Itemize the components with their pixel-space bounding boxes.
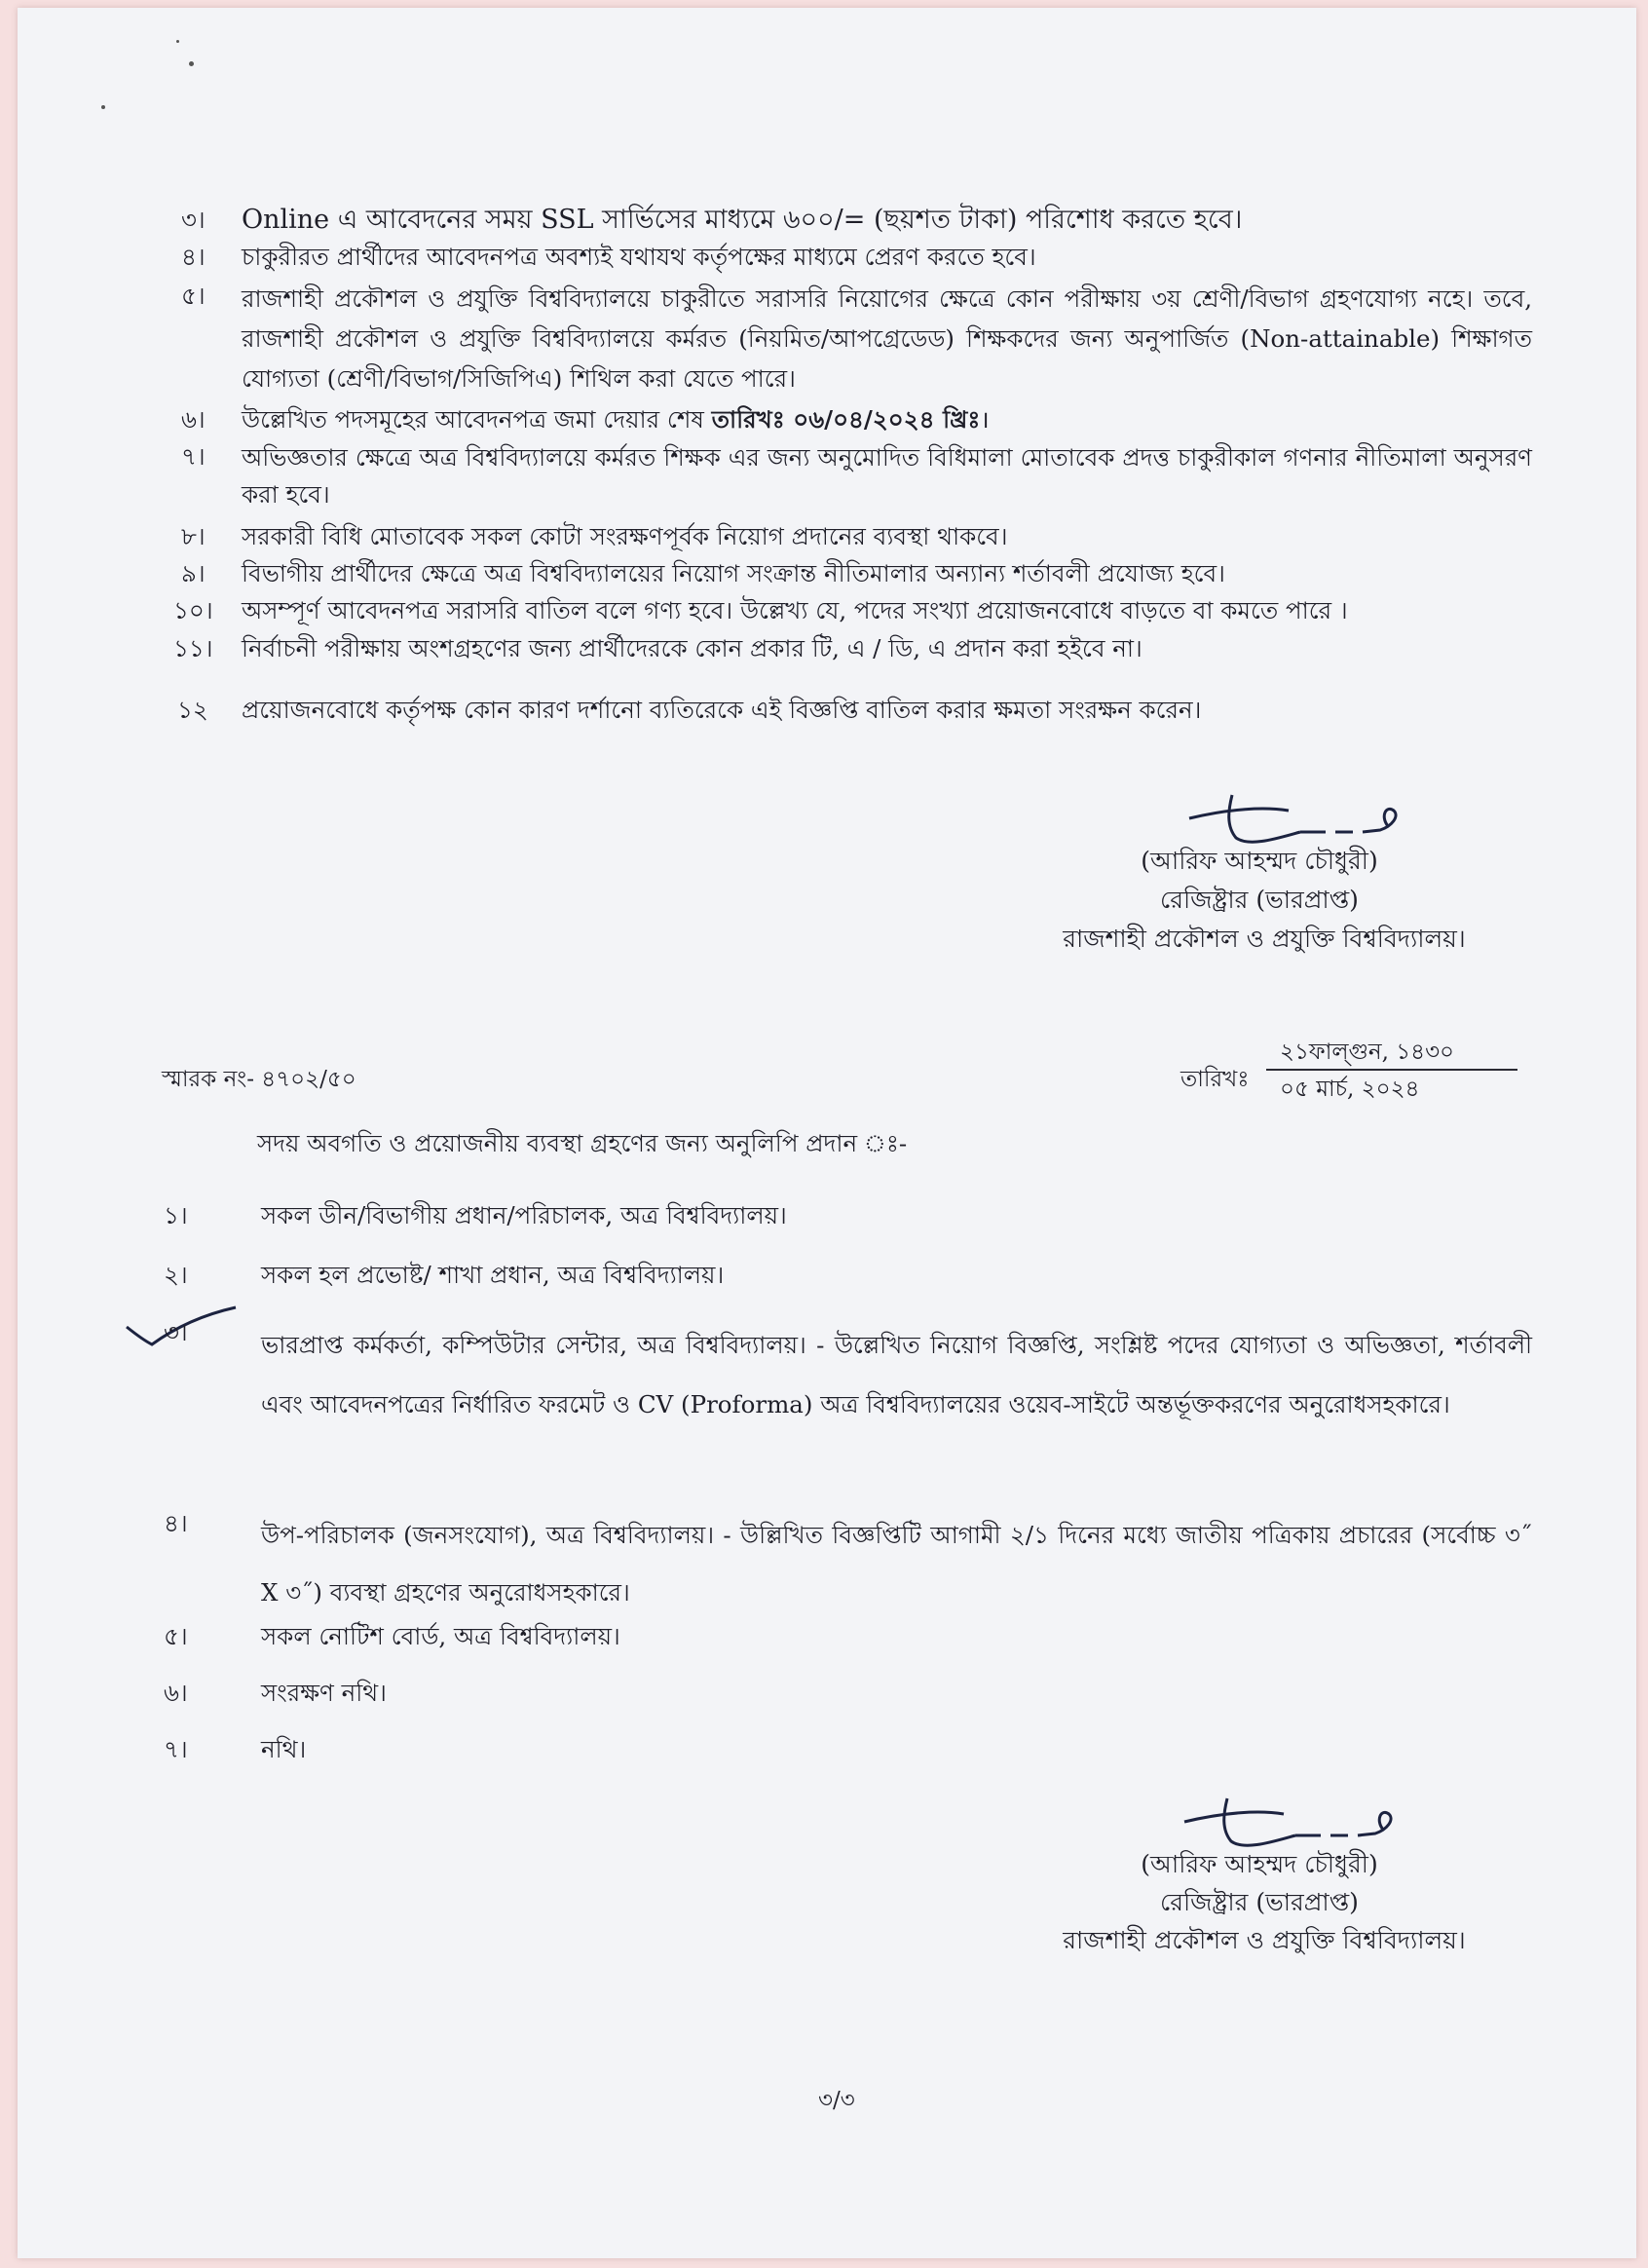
copy-text: সকল ডীন/বিভাগীয় প্রধান/পরিচালক, অত্র বিশ্ববিদ্যালয়। — [261, 1201, 787, 1229]
signature-title: রেজিষ্ট্রার (ভারপ্রাপ্ত) — [1160, 886, 1359, 914]
speck — [101, 105, 105, 109]
condition-number: ৭। — [181, 442, 206, 471]
condition-text: চাকুরীরত প্রার্থীদের আবেদনপত্র অবশ্যই যথাযথ কর্তৃপক্ষের মাধ্যমে প্রেরণ করতে হবে। — [242, 243, 1036, 271]
date-divider — [1266, 1069, 1517, 1071]
memo-reference: স্মারক নং- ৪৭০২/৫০ — [162, 1067, 356, 1092]
copy-text: সংরক্ষণ নথি। — [261, 1679, 387, 1707]
copy-number: ৩। — [164, 1318, 188, 1346]
speck — [189, 61, 194, 66]
page-number: ৩/৩ — [818, 2088, 855, 2113]
condition-text: Online এ আবেদনের সময় SSL সার্ভিসের মাধ্যমে ৬০০/= (ছয়শত টাকা) পরিশোধ করতে হবে। — [242, 205, 1243, 235]
condition-text: অসম্পূর্ণ আবেদনপত্র সরাসরি বাতিল বলে গণ্য হবে। উল্লেখ্য যে, পদের সংখ্যা প্রয়োজনবোধে বাড়তে বা কমতে পারে । — [242, 596, 1348, 624]
copy-number: ১। — [164, 1201, 188, 1229]
condition-text: নির্বাচনী পরীক্ষায় অংশগ্রহণের জন্য প্রার্থীদেরকে কোন প্রকার টি, এ / ডি, এ প্রদান করা হইবে না। — [242, 634, 1142, 662]
copy-text: ভারপ্রাপ্ত কর্মকর্তা, কম্পিউটার সেন্টার, অত্র বিশ্ববিদ্যালয়। - উল্লেখিত নিয়োগ বিজ্ঞপ্তি, সংশ্লিষ্ট পদের যোগ্যতা ও অভিজ্ঞতা, শর্তাবলী এবং আবেদনপত্রের নির্ধারিত ফরমেট ও CV (Proforma) অত্র বিশ্ববিদ্যালয়ের ওয়েব-সাইটে অন্তর্ভূক্তকরণের অনুরোধসহকারে। — [261, 1331, 1532, 1418]
condition-number: ৩। — [181, 206, 206, 234]
condition-number: ১২ — [177, 696, 208, 724]
memo-date-label: তারিখঃ — [1180, 1067, 1250, 1092]
condition-number: ৯। — [181, 559, 206, 587]
signature-organization: রাজশাহী প্রকৌশল ও প্রযুক্তি বিশ্ববিদ্যালয়। — [1063, 925, 1466, 953]
document-page — [18, 8, 1636, 2258]
copy-number: ৫। — [164, 1622, 188, 1650]
condition-number: ৪। — [181, 243, 206, 271]
copy-text: নথি। — [261, 1735, 307, 1763]
signature-organization: রাজশাহী প্রকৌশল ও প্রযুক্তি বিশ্ববিদ্যালয়। — [1063, 1926, 1466, 1954]
signature-name: (আরিফ আহম্মদ চৌধুরী) — [1141, 1850, 1378, 1878]
condition-number: ৫। — [181, 282, 206, 310]
memo-date-english: ০৫ মার্চ, ২০২৪ — [1280, 1077, 1420, 1102]
condition-number: ১১। — [173, 634, 213, 662]
copy-text: উপ-পরিচালক (জনসংযোগ), অত্র বিশ্ববিদ্যালয়। - উল্লিখিত বিজ্ঞপ্তিটি আগামী ২/১ দিনের মধ্যে জাতীয় পত্রিকায় প্রচারের (সর্বোচ্চ ৩˝ X ৩˝) ব্যবস্থা গ্রহণের অনুরোধসহকারে। — [261, 1521, 1532, 1606]
condition-number: ৬। — [181, 405, 206, 434]
condition-text-part: । — [980, 405, 990, 434]
memo-date-bangla: ২১ফাল্গুন, ১৪৩০ — [1280, 1040, 1455, 1065]
copy-number: ২। — [164, 1261, 188, 1289]
speck — [176, 40, 179, 43]
condition-number: ১০। — [173, 596, 213, 624]
condition-number: ৮। — [181, 522, 206, 550]
copy-number: ৪। — [164, 1509, 188, 1537]
condition-text: বিভাগীয় প্রার্থীদের ক্ষেত্রে অত্র বিশ্ববিদ্যালয়ের নিয়োগ সংক্রান্ত নীতিমালার অন্যান্য শর্তাবলী প্রযোজ্য হবে। — [242, 559, 1225, 587]
copy-text: সকল হল প্রভোষ্ট/ শাখা প্রধান, অত্র বিশ্ববিদ্যালয়। — [261, 1261, 725, 1289]
copy-number: ৬। — [164, 1679, 188, 1707]
condition-text: অভিজ্ঞতার ক্ষেত্রে অত্র বিশ্ববিদ্যালয়ে কর্মরত শিক্ষক এর জন্য অনুমোদিত বিধিমালা মোতাবেক প্রদত্ত চাকুরীকাল গণনার নীতিমালা অনুসরণ করা হবে। — [242, 443, 1532, 509]
handwritten-tick-mark — [123, 1302, 259, 1350]
deadline-date: তারিখঃ ০৬/০৪/২০২৪ খ্রিঃ — [711, 405, 981, 434]
signature-name: (আরিফ আহম্মদ চৌধুরী) — [1141, 847, 1378, 875]
condition-text — [242, 402, 990, 437]
condition-text-part: উল্লেখিত পদসমূহের আবেদনপত্র জমা দেয়ার শেষ — [242, 405, 712, 434]
condition-text: রাজশাহী প্রকৌশল ও প্রযুক্তি বিশ্ববিদ্যালয়ে চাকুরীতে সরাসরি নিয়োগের ক্ষেত্রে কোন পরীক্ষায় ৩য় শ্রেণী/বিভাগ গ্রহণযোগ্য নহে। তবে, রাজশাহী প্রকৌশল ও প্রযুক্তি বিশ্ববিদ্যালয়ে কর্মরত (নিয়মিত/আপগ্রেডেড) শিক্ষকদের জন্য অনুপার্জিত (Non-attainable) শিক্ষাগত যোগ্যতা (শ্রেণী/বিভাগ/সিজিপিএ) শিথিল করা যেতে পারে। — [242, 284, 1532, 393]
signature-title: রেজিষ্ট্রার (ভারপ্রাপ্ত) — [1160, 1888, 1359, 1916]
copy-text: সকল নোটিশ বোর্ড, অত্র বিশ্ববিদ্যালয়। — [261, 1622, 620, 1650]
condition-text: সরকারী বিধি মোতাবেক সকল কোটা সংরক্ষণপূর্বক নিয়োগ প্রদানের ব্যবস্থা থাকবে। — [242, 522, 1008, 550]
condition-text: প্রয়োজনবোধে কর্তৃপক্ষ কোন কারণ দর্শানো ব্যতিরেকে এই বিজ্ঞপ্তি বাতিল করার ক্ষমতা সংরক্ষন করেন। — [242, 696, 1202, 724]
copy-number: ৭। — [164, 1735, 188, 1763]
copy-intro: সদয় অবগতি ও প্রয়োজনীয় ব্যবস্থা গ্রহণের জন্য অনুলিপি প্রদান ঃ- — [257, 1129, 908, 1157]
